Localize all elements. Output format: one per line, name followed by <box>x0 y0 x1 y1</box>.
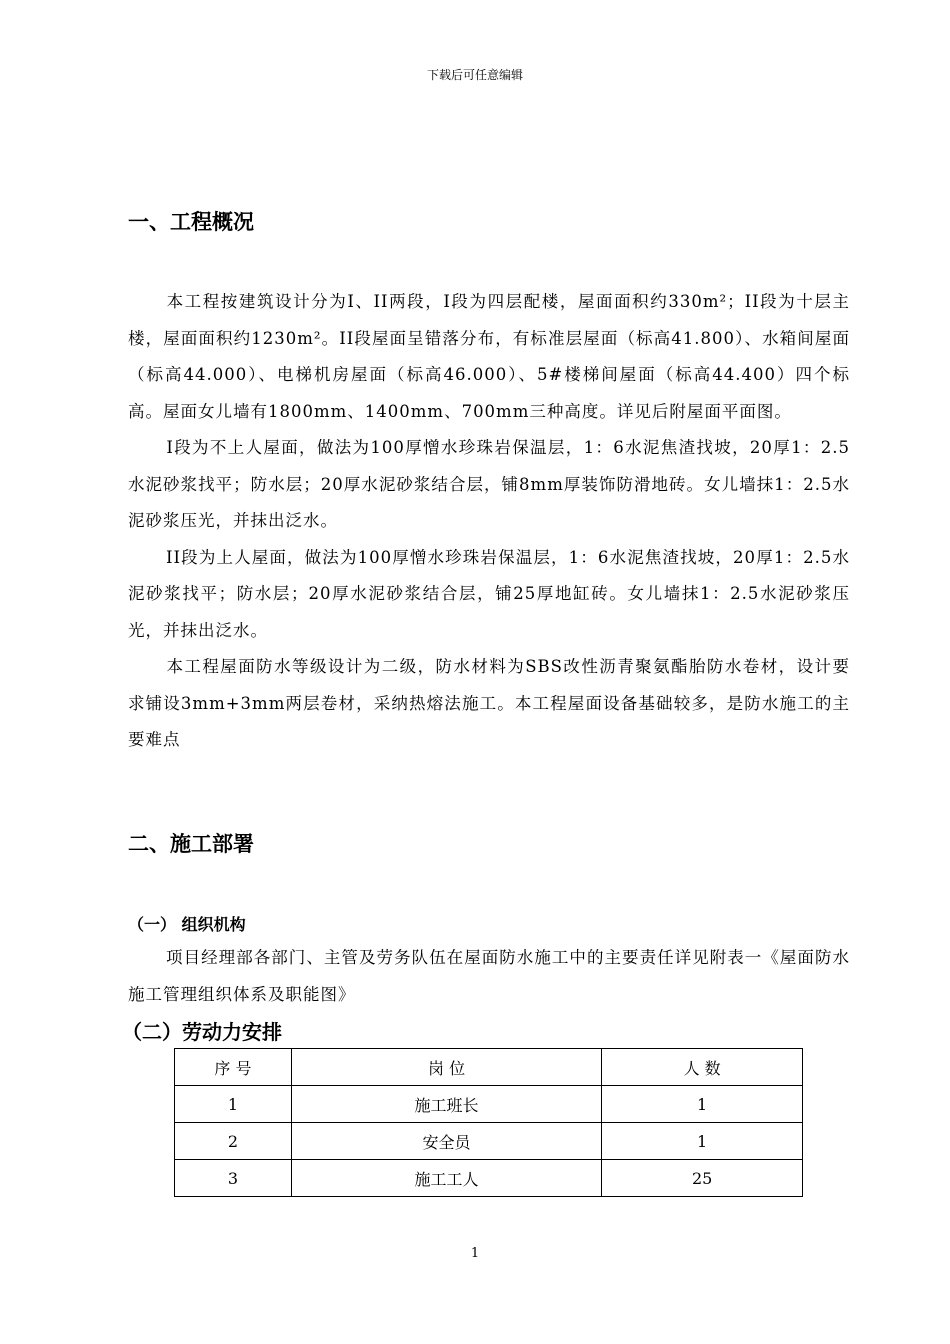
header-cell: 岗 位 <box>291 1049 601 1086</box>
page-header: 下载后可任意编辑 <box>426 68 523 82</box>
paragraph-4: 本工程屋面防水等级设计为二级，防水材料为SBS改性沥青聚氨酯胎防水卷材，设计要求铺设3mm+3mm两层卷材，采纳热熔法施工。本工程屋面设备基础较多，是防水施工的主要难点 <box>128 657 850 749</box>
paragraph-3: II段为上人屋面，做法为100厚憎水珍珠岩保温层，1：6水泥焦渣找坡，20厚1：2.5水泥砂浆找平；防水层；20厚水泥砂浆结合层，铺25厚地缸砖。女儿墙抹1：2.5水泥砂浆压光，并抹出泛水。 <box>128 547 850 640</box>
table-row <box>175 1086 803 1123</box>
subsection-labor-title: （二）劳动力安排 <box>122 1020 282 1044</box>
header-cell: 序 号 <box>175 1049 292 1086</box>
table-row <box>175 1160 803 1197</box>
section-2-title: 二、施工部署 <box>128 832 254 856</box>
table-cell: 1 <box>602 1086 803 1123</box>
subsection-organization-title: （一） 组织机构 <box>128 915 246 934</box>
labor-table <box>174 1048 803 1197</box>
organization-paragraph: 项目经理部各部门、主管及劳务队伍在屋面防水施工中的主要责任详见附表一《屋面防水施工管理组织体系及职能图》 <box>128 948 850 1004</box>
section-1-body <box>128 284 850 759</box>
table-cell: 3 <box>175 1160 292 1197</box>
table-row <box>175 1123 803 1160</box>
table-cell: 1 <box>175 1086 292 1123</box>
table-cell: 安全员 <box>291 1123 601 1160</box>
table-cell: 25 <box>602 1160 803 1197</box>
page-number: 1 <box>470 1246 480 1261</box>
paragraph-2: Ⅰ段为不上人屋面，做法为100厚憎水珍珠岩保温层，1：6水泥焦渣找坡，20厚1：2.5水泥砂浆找平；防水层；20厚水泥砂浆结合层，铺8mm厚装饰防滑地砖。女儿墙抹1：2.5水泥砂浆压光，并抹出泛水。 <box>128 438 850 530</box>
table-header-row <box>175 1049 803 1086</box>
table-cell: 2 <box>175 1123 292 1160</box>
section-1-title: 一、工程概况 <box>128 210 254 234</box>
paragraph-1: 本工程按建筑设计分为Ⅰ、II两段，Ⅰ段为四层配楼，屋面面积约330m²；II段为十层主楼，屋面面积约1230m²。II段屋面呈错落分布，有标准层屋面（标高41.800）、水箱间屋面（标高44.000）、电梯机房屋面（标高46.000）、5#楼梯间屋面（标高44.400）四个标高。屋面女儿墙有1800mm、1400mm、700mm三种高度。详见后附屋面平面图。 <box>128 292 850 421</box>
table-cell: 1 <box>602 1123 803 1160</box>
table-cell: 施工工人 <box>291 1160 601 1197</box>
header-cell: 人 数 <box>602 1049 803 1086</box>
table-cell: 施工班长 <box>291 1086 601 1123</box>
